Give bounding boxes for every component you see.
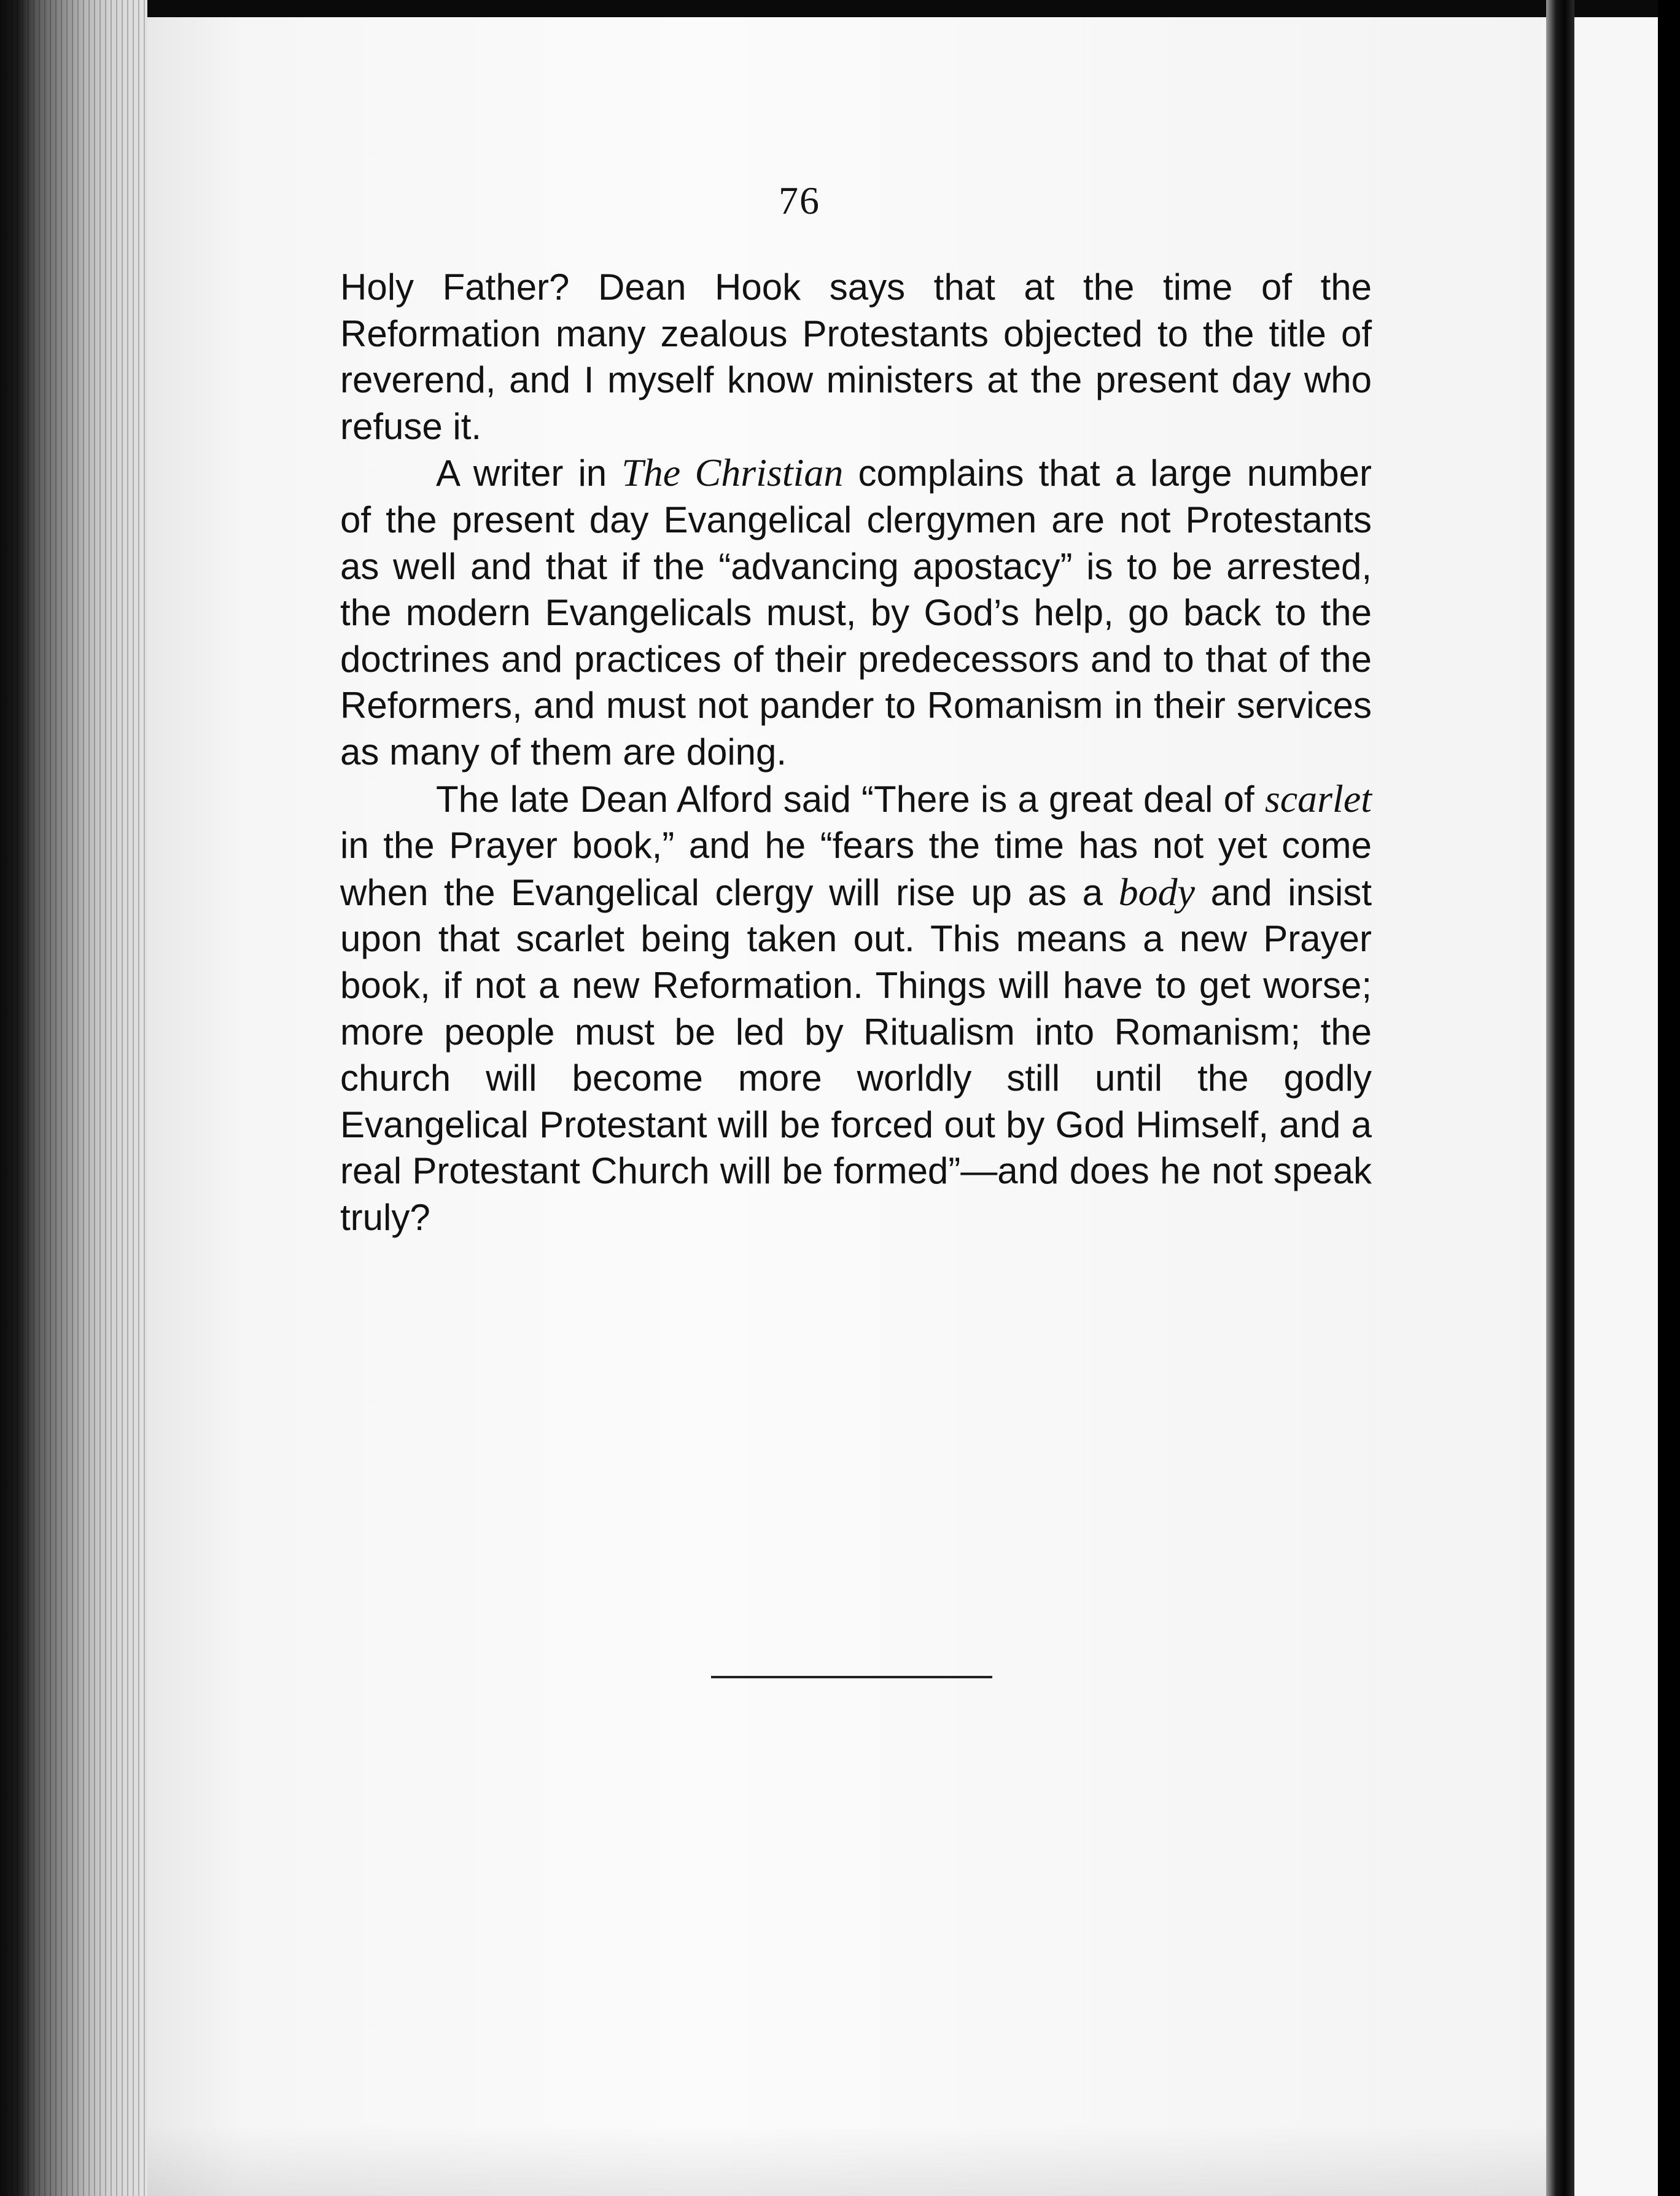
section-end-rule bbox=[711, 1676, 992, 1678]
book-gutter-fold bbox=[1546, 0, 1574, 2196]
text-run: A writer in bbox=[436, 453, 622, 494]
paragraph bbox=[340, 776, 1372, 1241]
text-run: complains that a large number of the present day Evangelical clergymen are not Protestants as well and that if the “advancing apostacy” is to be arrested, the modern Evangelicals must, by God’s help, go back to the doctrines and practices of their predecessors and to that of the Reformers, and must not pander to Romanism in their services as many of them are doing. bbox=[340, 453, 1372, 773]
scan-top-border bbox=[0, 0, 1680, 17]
page-number: 76 bbox=[779, 179, 820, 222]
italic-text-run: The Christian bbox=[621, 451, 844, 495]
page-bottom-shadow bbox=[147, 2125, 1546, 2196]
paragraph bbox=[340, 450, 1372, 775]
paragraph bbox=[340, 264, 1372, 450]
italic-text-run: scarlet bbox=[1264, 776, 1372, 820]
book-page-edges bbox=[0, 0, 147, 2196]
text-run: Holy Father? Dean Hook says that at the time of the Reformation many zealous Protestants objected to the title of reverend, and I myself know ministers at the present day who refuse it. bbox=[340, 267, 1372, 447]
text-run: in the Prayer book,” and he “fears the time has not yet come when the Evangelical clergy will rise up as a bbox=[340, 825, 1372, 913]
scan-right-border bbox=[1658, 0, 1680, 2196]
italic-text-run: body bbox=[1118, 870, 1195, 914]
body-text bbox=[340, 264, 1372, 1240]
text-run: and insist upon that scarlet being taken out. This means a new Prayer book, if not a new Reformation. Things will have to get worse; more people must be led by Ritualism into Romanism; the church will become more worldly still until the godly Evangelical Protestant will be forced out by God Himself, and a real Protestant Church will be formed”—and does he not speak truly? bbox=[340, 871, 1372, 1238]
text-run: The late Dean Alford said “There is a great deal of bbox=[436, 778, 1265, 820]
